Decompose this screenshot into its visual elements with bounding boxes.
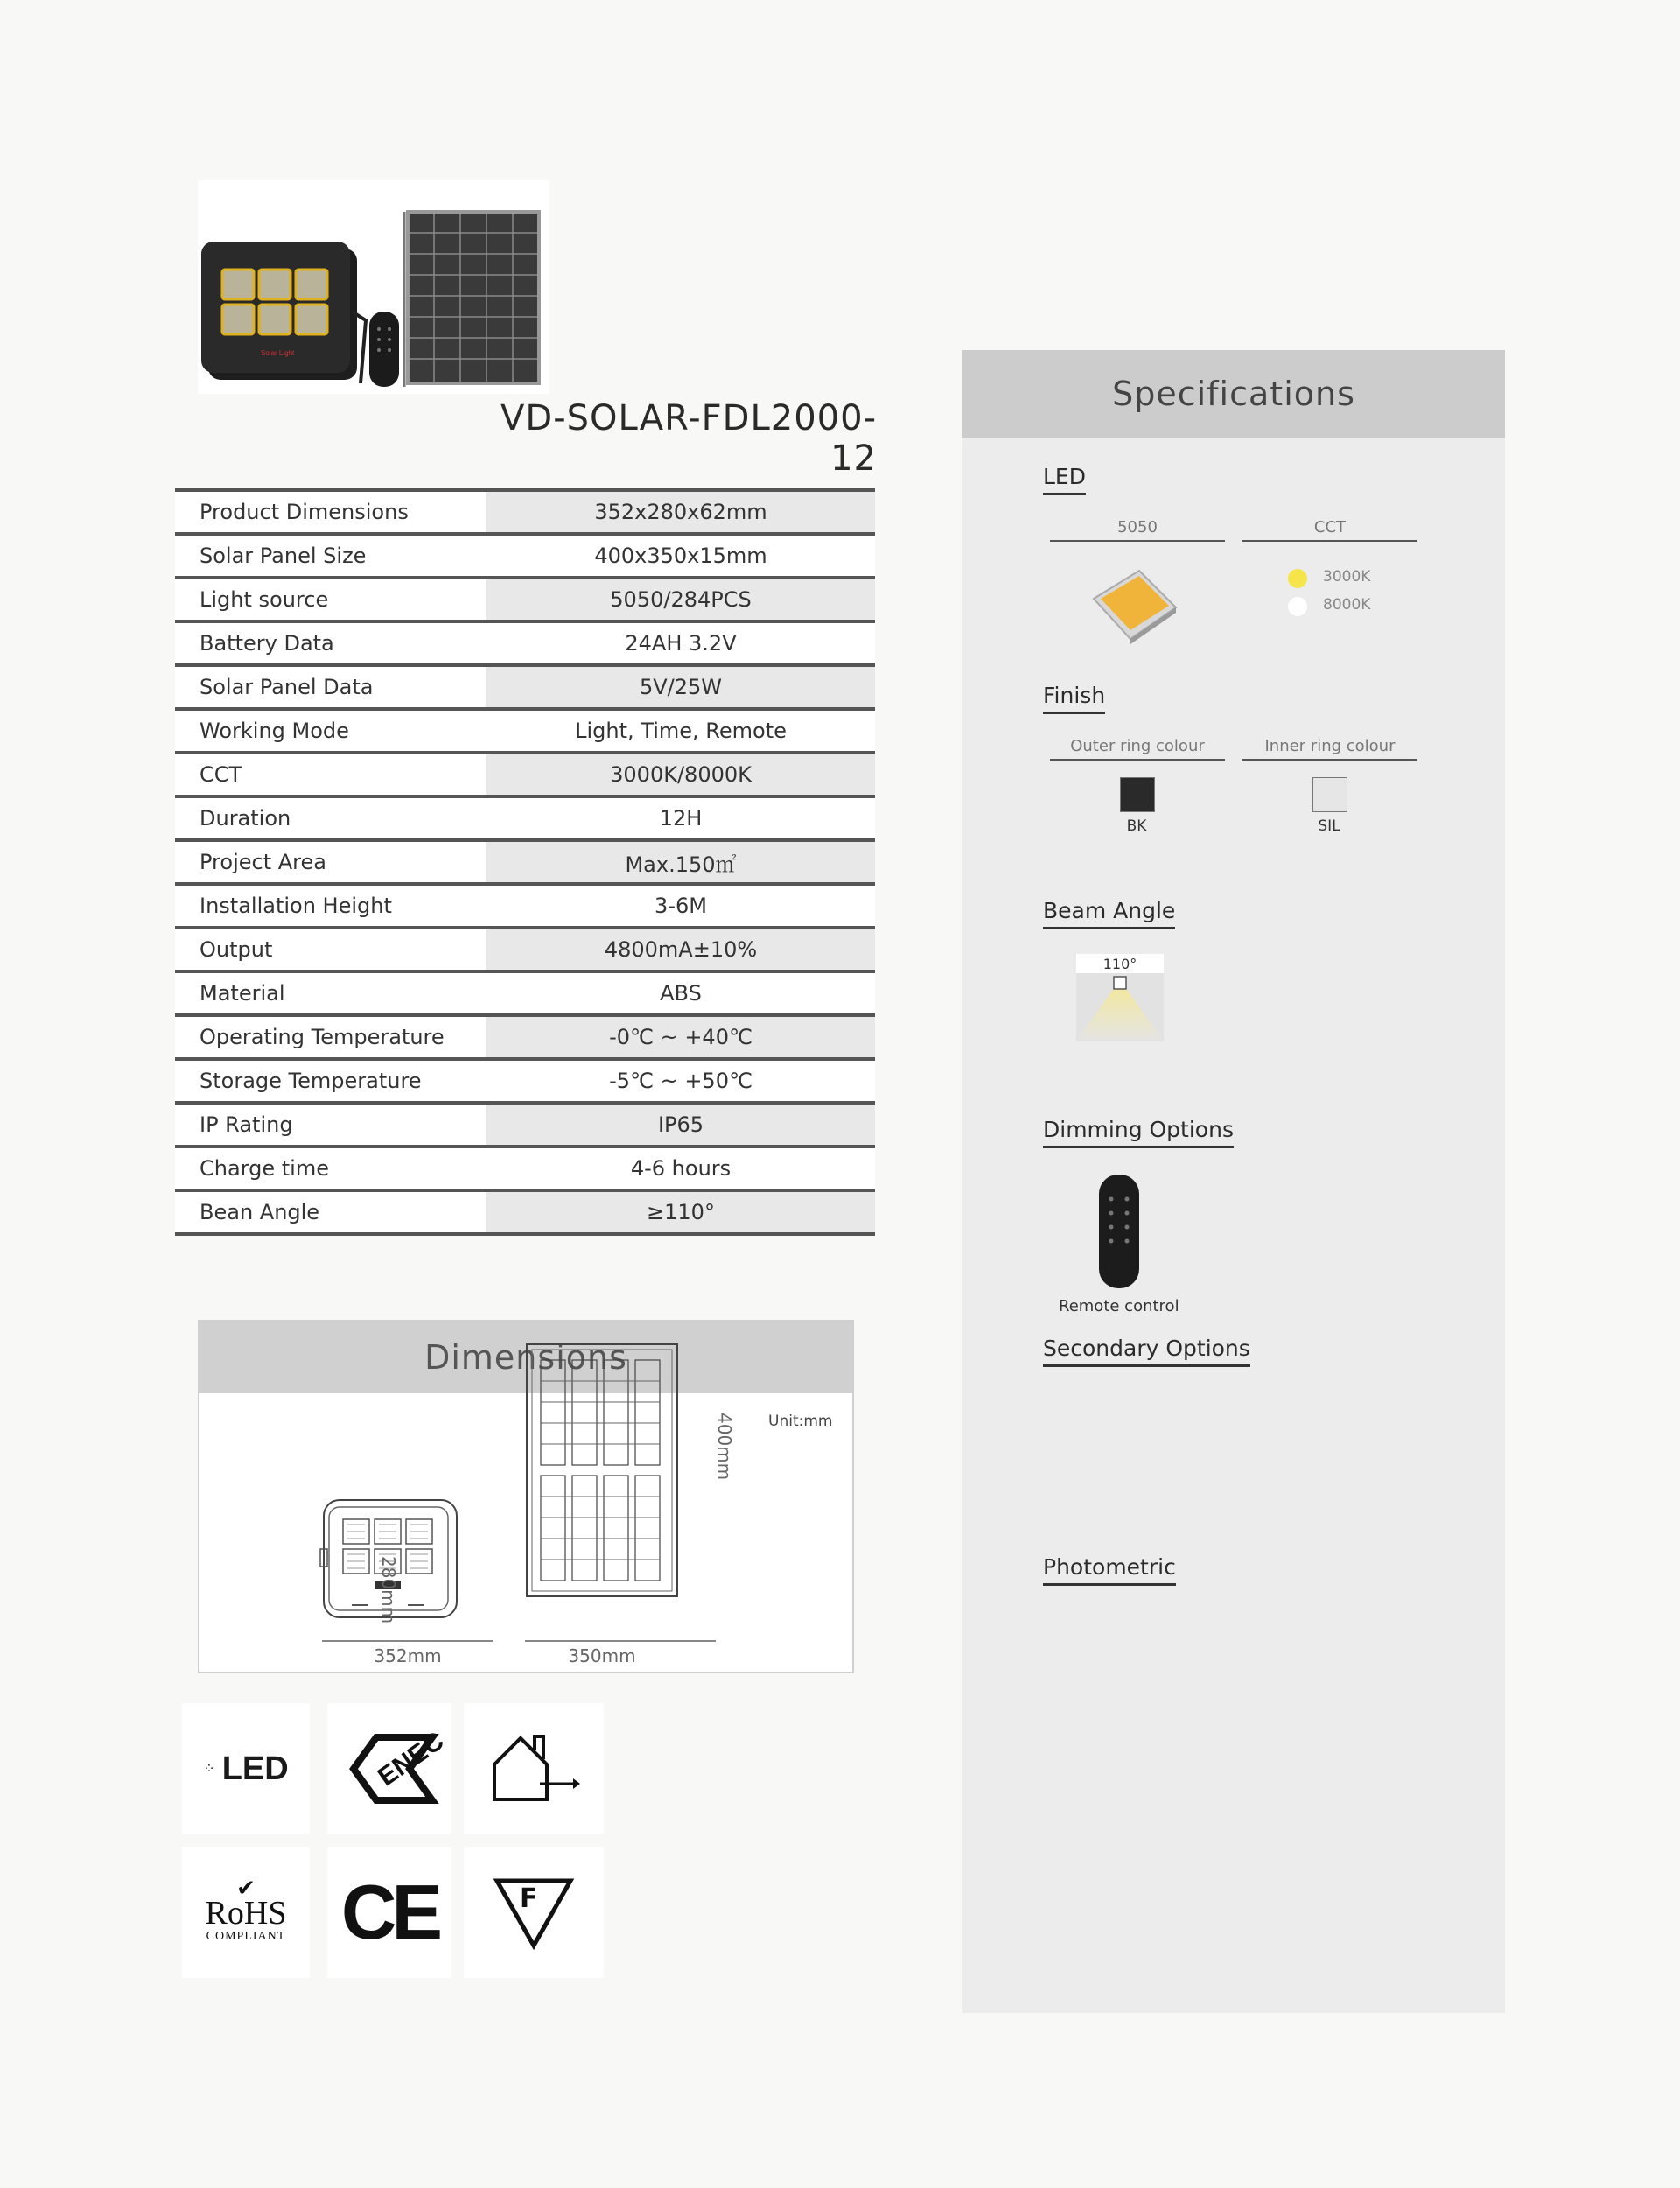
beam-diagram [1076, 954, 1164, 1041]
row-label: CCT [175, 754, 486, 795]
brand-mark: Solar Light [261, 349, 295, 357]
row-label: Storage Temperature [175, 1061, 486, 1101]
row-label: Battery Data [175, 623, 486, 663]
row-value: 5V/25W [486, 667, 875, 707]
product-photo [198, 180, 550, 394]
specifications-panel [962, 350, 1505, 2013]
table-row [175, 1105, 875, 1148]
led-dots-icon: ⁘ [203, 1760, 217, 1777]
row-value: Max.150㎡ [486, 842, 875, 882]
table-row [175, 623, 875, 667]
row-value: 352x280x62mm [486, 492, 875, 532]
enec-text: ENEC [373, 1726, 450, 1792]
photometric-section-title: Photometric [1043, 1554, 1176, 1586]
row-label: Project Area [175, 842, 486, 882]
lamp-width-label: 352mm [374, 1645, 442, 1666]
table-row [175, 1192, 875, 1236]
ce-text: CE [340, 1869, 438, 1955]
led-logo-text: LED [221, 1750, 289, 1787]
floodlight-kit-illustration [198, 180, 550, 394]
house-arrow-icon [486, 1729, 582, 1808]
cct-head: CCT [1242, 518, 1418, 542]
remote-control-icon [1097, 1173, 1141, 1290]
row-value: ABS [486, 973, 875, 1013]
row-label: Bean Angle [175, 1192, 486, 1232]
secondary-section-title: Secondary Options [1043, 1336, 1250, 1367]
model-title: VD-SOLAR-FDL2000-12 [500, 398, 877, 479]
f-cert-logo [464, 1847, 604, 1978]
row-value: 12H [486, 798, 875, 838]
table-row [175, 1148, 875, 1192]
table-row [175, 711, 875, 754]
row-label: Operating Temperature [175, 1017, 486, 1057]
indoor-use-logo [464, 1703, 604, 1834]
table-row [175, 492, 875, 536]
inner-ring-swatch [1312, 777, 1348, 812]
chip-head: 5050 [1050, 518, 1225, 542]
f-text: F [520, 1883, 538, 1914]
table-row [175, 798, 875, 842]
cct-8000k-label: 8000K [1323, 596, 1371, 614]
dimensions-title: Dimensions [200, 1322, 852, 1393]
led-section-title: LED [1043, 464, 1086, 495]
table-row [175, 842, 875, 886]
table-row [175, 1061, 875, 1105]
row-label: Solar Panel Size [175, 536, 486, 576]
spec-table [175, 488, 875, 1236]
dimensions-section [198, 1320, 854, 1673]
row-label: Product Dimensions [175, 492, 486, 532]
finish-section-title: Finish [1043, 683, 1105, 714]
row-label: Output [175, 929, 486, 970]
beam-angle-value: 110° [1102, 956, 1138, 972]
row-value: ≥110° [486, 1192, 875, 1232]
panel-outline-drawing [523, 1341, 681, 1603]
cct-3000k-swatch [1288, 569, 1307, 588]
beam-section-title: Beam Angle [1043, 898, 1175, 929]
row-value: Light, Time, Remote [486, 711, 875, 751]
panel-height-label: 400mm [714, 1413, 735, 1481]
table-row [175, 886, 875, 929]
led-chip-icon [1085, 565, 1181, 644]
dimming-section-title: Dimming Options [1043, 1117, 1234, 1148]
cct-8000k-swatch [1288, 597, 1307, 616]
outer-ring-label: BK [1126, 817, 1147, 835]
rohs-sub-text: COMPLIANT [206, 1930, 286, 1943]
outer-ring-swatch [1120, 777, 1155, 812]
table-row [175, 536, 875, 579]
row-value: IP65 [486, 1105, 875, 1145]
table-row [175, 973, 875, 1017]
row-value: 3-6M [486, 886, 875, 926]
inner-ring-label: SIL [1318, 817, 1340, 835]
inner-ring-head: Inner ring colour [1242, 737, 1418, 761]
unit-label: Unit:mm [768, 1413, 833, 1430]
row-value: 5050/284PCS [486, 579, 875, 620]
enec-cert-logo [327, 1703, 452, 1834]
ce-cert-logo [327, 1847, 452, 1978]
table-row [175, 1017, 875, 1061]
table-row [175, 754, 875, 798]
row-label: Light source [175, 579, 486, 620]
row-label: IP Rating [175, 1105, 486, 1145]
row-label: Installation Height [175, 886, 486, 926]
lamp-width-rule [322, 1640, 494, 1642]
lamp-height-label: 280mm [378, 1556, 399, 1624]
led-cert-logo [182, 1703, 310, 1834]
table-row [175, 667, 875, 711]
rohs-cert-logo [182, 1847, 310, 1978]
row-label: Material [175, 973, 486, 1013]
row-value: -5℃ ~ +50℃ [486, 1061, 875, 1101]
row-value: 4-6 hours [486, 1148, 875, 1189]
specifications-title: Specifications [962, 350, 1505, 438]
row-value: 24AH 3.2V [486, 623, 875, 663]
row-label: Duration [175, 798, 486, 838]
row-label: Working Mode [175, 711, 486, 751]
remote-control-caption: Remote control [1059, 1297, 1180, 1315]
enec-icon [341, 1726, 450, 1804]
table-row [175, 579, 875, 623]
row-value: -0℃ ~ +40℃ [486, 1017, 875, 1057]
panel-width-rule [525, 1640, 716, 1642]
panel-width-label: 350mm [568, 1645, 636, 1666]
row-value: 4800mA±10% [486, 929, 875, 970]
rohs-text: RoHS [205, 1895, 287, 1932]
table-row [175, 929, 875, 973]
check-leaf-icon: ✔ [236, 1876, 256, 1902]
outer-ring-head: Outer ring colour [1050, 737, 1225, 761]
row-value: 3000K/8000K [486, 754, 875, 795]
row-value: 400x350x15mm [486, 536, 875, 576]
cct-3000k-label: 3000K [1323, 568, 1371, 586]
row-label: Solar Panel Data [175, 667, 486, 707]
row-label: Charge time [175, 1148, 486, 1189]
